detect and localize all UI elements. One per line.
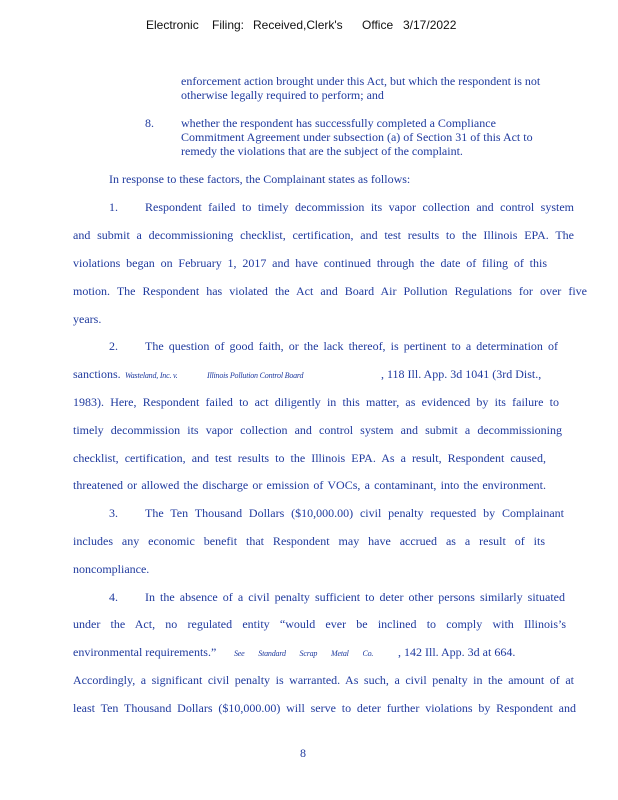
header-date: 3/17/2022 [403, 18, 457, 32]
p1-line-1: Respondent failed to timely decommission its vapor collection and control system [145, 200, 574, 214]
intro-line-1: enforcement action brought under this Act, but which the respondent is not [181, 74, 541, 88]
p4-number: 4. [109, 590, 118, 604]
p1-line-2: and submit a decommissioning checklist, certification, and test results to the Illinois EPA. The [73, 228, 574, 242]
p1-number: 1. [109, 200, 118, 214]
p3-line-1: The Ten Thousand Dollars ($10,000.00) civil penalty requested by Complainant [145, 506, 564, 520]
p4-line-2: under the Act, no regulated entity “would ever be inclined to comply with Illinois’s [73, 617, 566, 631]
p4-line-5: least Ten Thousand Dollars ($10,000.00) will serve to deter further violations by Respondent and [73, 701, 576, 715]
item8-line-3: remedy the violations that are the subject of the complaint. [181, 144, 463, 158]
page-number: 8 [300, 746, 306, 760]
p4-line-3-start: environmental requirements.” [73, 645, 217, 659]
p2-citation-wasteland: Wasteland, Inc. v. [125, 371, 178, 380]
item8-number: 8. [145, 116, 154, 130]
p2-line-6: threatened or allowed the discharge or emission of VOCs, a contaminant, into the environment. [73, 478, 546, 492]
p1-line-5: years. [73, 312, 102, 326]
p3-line-3: noncompliance. [73, 562, 150, 576]
p2-line-3: 1983). Here, Respondent failed to act diligently in this matter, as evidenced by its failure to [73, 395, 559, 409]
p3-number: 3. [109, 506, 118, 520]
p4-line-4: Accordingly, a significant civil penalty is warranted. As such, a civil penalty in the amount of at [73, 673, 574, 687]
p2-line-1: The question of good faith, or the lack thereof, is pertinent to a determination of [145, 339, 558, 353]
item8-line-2: Commitment Agreement under subsection (a) of Section 31 of this Act to [181, 130, 533, 144]
header-electronic: Electronic [146, 18, 199, 32]
p1-line-4: motion. The Respondent has violated the Act and Board Air Pollution Regulations for over five [73, 284, 587, 298]
p2-line-5: checklist, certification, and test results to the Illinois EPA. As a result, Respondent caused, [73, 451, 546, 465]
header-received-clerks: Received,Clerk's [253, 18, 343, 32]
p2-line-2-start: sanctions. [73, 367, 121, 381]
p2-line-4: timely decommission its vapor collection and control system and submit a decommissioning [73, 423, 562, 437]
p4-citation-standard-scrap: See Standard Scrap Metal Co. [234, 649, 374, 658]
header-office: Office [362, 18, 394, 32]
p4-line-3-end: , 142 Ill. App. 3d at 664. [398, 645, 516, 659]
item8-line-1: whether the respondent has successfully completed a Compliance [181, 116, 496, 130]
p2-line-2-end: , 118 Ill. App. 3d 1041 (3rd Dist., [381, 367, 542, 381]
header-filing: Filing: [212, 18, 245, 32]
p3-line-2: includes any economic benefit that Respondent may have accrued as a result of its [73, 534, 545, 548]
intro-line-2: otherwise legally required to perform; and [181, 88, 384, 102]
p2-citation-ipcb: Illinois Pollution Control Board [207, 371, 304, 380]
p2-number: 2. [109, 339, 118, 353]
p1-line-3: violations began on February 1, 2017 and have continued through the date of filing of this [73, 256, 547, 270]
p4-line-1: In the absence of a civil penalty sufficient to deter other persons similarly situated [145, 590, 565, 604]
response-line: In response to these factors, the Complainant states as follows: [109, 172, 411, 186]
